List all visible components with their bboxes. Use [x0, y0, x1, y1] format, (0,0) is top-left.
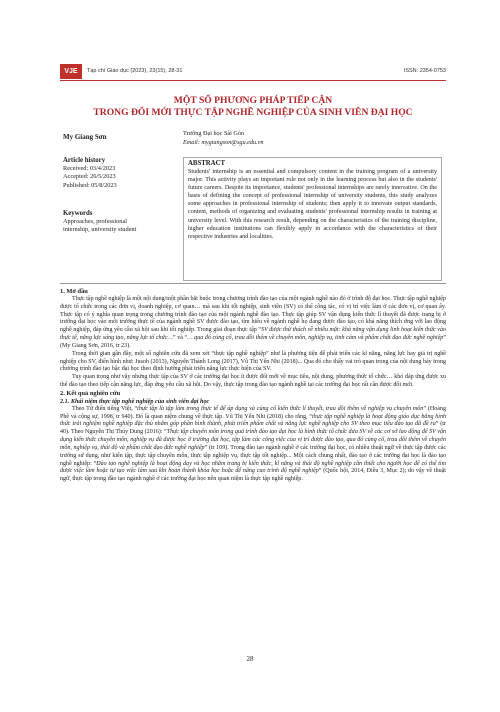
affiliation — [183, 129, 263, 147]
page-number: 28 — [246, 655, 254, 663]
subsection-heading-concept: 2.1. Khái niệm thực tập nghề nghiệp của sinh viên đại học — [60, 397, 210, 405]
section-heading-intro: 1. Mở đầu — [60, 288, 88, 295]
divider — [60, 283, 446, 284]
paragraph-4: Theo Từ điển tiếng Việt, “thực tập là tập làm trong thực tế để áp dụng và củng cố kiến thức lí thuyết, trau dồi thêm về nghiệp vụ chuyên môn” (Hoàng Phê và cộng sự, 1998, tr 940). Đó là quan niệm chung về thực tập. Vũ Thị Yến Nhi (2018) cho rằng, “thực tập nghề nghiệp là hoạt động giáo dục bằng hình thức trải nghiệm nghề nghiệp đặc thù nhằm góp phần hình thành, phát triển phẩm chất và năng lực nghề nghiệp cho SV theo mục tiêu đào tạo đã đề ra” (tr 40). Theo Nguyễn Thị Thúy Dung (2016): “Thực tập chuyên môn trong quá trình đào tạo đại học là hình thức tổ chức đưa SV về các cơ sở lao động để SV vận dụng kiến thức chuyên môn, nghiệp vụ đã được học ở trường đại học, tập làm các công việc của vị trí được đào tạo, qua đó củng cố, trau dồi thêm về chuyên môn, nghiệp vụ, thái độ và phẩm chất đạo đức nghề nghiệp” (tr 109). Trong đào tạo ngành nghề ở các trường đại học, có nhiều thuật ngữ về thực tập được các trường sử dụng, như kiến tập, thực tập chuyên môn, thực tập nghiệp vụ, thực tập tốt nghiệp... Một cách chung nhất, đào tạo ở các trường đại học là đào tạo nghề nghiệp: “Đào tạo nghề nghiệp là hoạt động dạy và học nhằm trang bị kiến thức, kĩ năng và thái độ nghề nghiệp cần thiết cho người học để có thể tìm được việc làm hoặc tự tạo việc làm sau khi hoàn thành khóa học hoặc để nâng cao trình độ nghề nghiệp” (Quốc hội, 2014, Điều 3, Mục 2); do vậy về thuật ngữ, thực tập trong đào tạo ngành nghề ở các trường đại học nên quan niệm là thực tập nghề nghiệp. — [60, 405, 447, 483]
abstract-text: Students' internship is an essential and compulsory content in the training program of a university major. This activity plays an important role not only in the learning process but also in the students' future careers. Despite its importance, students' professional internships are rarely innovative. On the basis of defining the concept of professional internship of university students, this study analyzes some approaches in professional internship of students; then apply it to innovate output standards, content, methods of organizing and evaluating students' professional internship results in training at university level. With this research result, depending on the characteristics of the training discipline, higher education institutions can flexibly apply in accordance with the characteristics of their respective industries and localities. — [188, 169, 437, 240]
article-history-heading: Article history — [63, 157, 106, 164]
article-body — [60, 288, 446, 484]
journal-citation: Tạp chí Giáo dục (2023), 23(15), 28-31 — [87, 68, 183, 74]
paragraph-2: Trong thời gian gần đây, một số nghiên cứu đã xem xét “thực tập nghề nghiệp” như là phương tiện để phát triển các kĩ năng, năng lực hay giá trị nghề nghiệp cho SV, điển hình như: Jusoh (2013), Nguyễn Thành Long (2017), Vũ Thị Yến Nhi (2018)... Qua đó cho thấy vai trò quan trọng của nội dung bảy trong chương trình đào tạo bậc đại học theo định hướng phát triển năng lực thực hiện của SV. — [60, 350, 446, 373]
accepted-date: Accepted: 26/5/2023 — [63, 173, 116, 181]
author-email[interactable]: Email: mygiangson@sgu.edu.vn — [183, 139, 264, 146]
keywords — [63, 210, 136, 235]
published-date: Published: 05/8/2023 — [63, 181, 117, 189]
abstract-heading: ABSTRACT — [188, 160, 226, 167]
article-title — [60, 95, 446, 119]
title-line-2: TRONG ĐỔI MỚI THỰC TẬP NGHỀ NGHIỆP CỦA SINH VIÊN ĐẠI HỌC — [93, 107, 413, 118]
journal-logo: VJE — [60, 64, 82, 79]
received-date: Received: 03/4/2023 — [63, 165, 116, 173]
author-name: My Giang Sơn — [63, 133, 107, 141]
keywords-line-2: internship, university student — [63, 226, 137, 234]
abstract-box — [183, 157, 442, 281]
keywords-line-1: Approaches, professional — [63, 218, 127, 226]
journal-header — [60, 64, 446, 81]
paragraph-3: Tuy quan trọng như vậy nhưng thực tập của SV ở các trường đại học ít được đổi mới về mục tiêu, nội dung, phương thức tổ chức… khó đáp ứng được xu thế đào tạo theo tiếp cận năng lực, đáp ứng yêu cầu xã hội. Do vậy, thực tập trong đào tạo ngành nghề tại các trường đại học rất cần được đổi mới. — [60, 374, 446, 389]
issn: ISSN: 2354-0753 — [403, 68, 446, 74]
institution: Trường Đại học Sài Gòn — [183, 130, 245, 137]
section-heading-results: 2. Kết quả nghiên cứu — [60, 389, 121, 397]
title-line-1: MỘT SỐ PHƯƠNG PHÁP TIẾP CẬN — [173, 95, 333, 106]
keywords-heading: Keywords — [63, 210, 93, 217]
paragraph-1: Thực tập nghề nghiệp là một nội dung/một phần bắt buộc trong chương trình đào tạo của một ngành nghề nào đó ở trình độ đại học. Thực tập nghề nghiệp được tổ chức trong các đơn vị, doanh nghiệp, cơ quan… mà sau khi tốt nghiệp, sinh viên (SV) có thể công tác, có vị trí việc làm ở các đơn vị, cơ quan ấy. Thực tập có ý nghĩa quan trọng trong chương trình đào tạo của một ngành nghề đào tạo. Thực tập giúp SV vận dụng kiến thức lí thuyết đã được trang bị ở trường đại học vào môi trường thực tế của ngành nghề SV được đào tạo, tìm hiểu về ngành nghề họ đang được đào tạo, có khả năng thích ứng với lao động nghề nghiệp, đáp ứng yêu cầu xã hội sau khi tốt nghiệp. Trong giai đoạn thực tập “SV được thử thách về nhiều mặt: khả năng vận dụng linh hoạt kiến thức vào thực tế, năng lực sáng tạo, năng lực tổ chức…” và “… qua đó củng cố, trau dồi thêm về chuyên môn, nghiệp vụ, tinh cảm và phẩm chất đạo đức nghề nghiệp” (My Giang Sơn, 2016, tr 23). — [60, 295, 446, 349]
article-history — [63, 157, 117, 190]
